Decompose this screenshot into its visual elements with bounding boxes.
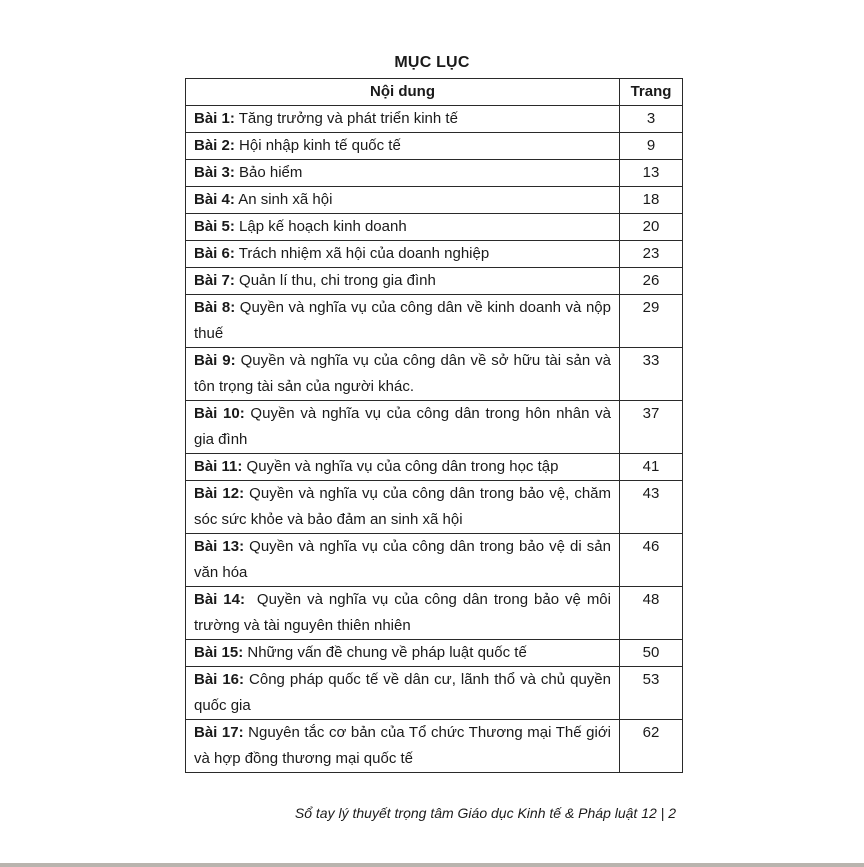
table-row: [186, 133, 683, 160]
lesson-title-cell: [186, 295, 620, 348]
lesson-title: Công pháp quốc tế về dân cư, lãnh thổ và chủ quyền quốc gia: [194, 671, 616, 714]
lesson-title: Lập kế hoạch kinh doanh: [234, 218, 407, 235]
page-number-cell: 50: [620, 640, 683, 667]
table-row: [186, 187, 683, 214]
lesson-title-cell: [186, 587, 620, 640]
page-number-cell: 29: [620, 295, 683, 348]
lesson-number: Bài 9:: [194, 352, 236, 369]
lesson-title: Nguyên tắc cơ bản của Tổ chức Thương mại Thế giới và hợp đồng thương mại quốc tế: [194, 724, 616, 767]
table-row: [186, 401, 683, 454]
lesson-title-cell: [186, 667, 620, 720]
table-row: [186, 295, 683, 348]
lesson-number: Bài 14:: [194, 591, 245, 608]
page-number-cell: 48: [620, 587, 683, 640]
page-number-cell: 53: [620, 667, 683, 720]
table-row: [186, 106, 683, 133]
page-number-cell: 62: [620, 720, 683, 773]
page-number-cell: 26: [620, 268, 683, 295]
lesson-title-cell: [186, 133, 620, 160]
lesson-title-cell: [186, 187, 620, 214]
table-row: [186, 640, 683, 667]
lesson-title-cell: [186, 214, 620, 241]
lesson-title: Những vấn đề chung về pháp luật quốc tế: [243, 644, 527, 661]
lesson-title: Quyền và nghĩa vụ của công dân về kinh doanh và nộp thuế: [194, 299, 616, 342]
page-number-cell: 18: [620, 187, 683, 214]
table-row: [186, 534, 683, 587]
lesson-title: Quyền và nghĩa vụ của công dân trong bảo vệ di sản văn hóa: [194, 538, 616, 581]
table-row: [186, 587, 683, 640]
page-number-cell: 41: [620, 454, 683, 481]
lesson-title-cell: [186, 268, 620, 295]
page-number-cell: 37: [620, 401, 683, 454]
lesson-number: Bài 6:: [194, 245, 235, 262]
page-number-cell: 13: [620, 160, 683, 187]
lesson-title: Quản lí thu, chi trong gia đình: [234, 272, 436, 289]
lesson-title-cell: [186, 160, 620, 187]
lesson-number: Bài 17:: [194, 724, 244, 741]
lesson-title-cell: [186, 401, 620, 454]
table-header-row: [186, 79, 683, 106]
lesson-number: Bài 10:: [194, 405, 245, 422]
table-row: [186, 160, 683, 187]
page-number-cell: 33: [620, 348, 683, 401]
lesson-number: Bài 16:: [194, 671, 245, 688]
lesson-title-cell: [186, 348, 620, 401]
lesson-title: Quyền và nghĩa vụ của công dân trong học tập: [242, 458, 559, 475]
page-number-cell: 20: [620, 214, 683, 241]
table-row: [186, 241, 683, 268]
lesson-title: Quyền và nghĩa vụ của công dân trong hôn nhân và gia đình: [194, 405, 616, 448]
lesson-title: Quyền và nghĩa vụ của công dân trong bảo vệ, chăm sóc sức khỏe và bảo đảm an sinh xã hội: [194, 485, 616, 528]
lesson-title-cell: [186, 481, 620, 534]
lesson-number: Bài 2:: [194, 137, 235, 154]
column-header-content: Nội dung: [186, 79, 620, 106]
table-row: [186, 348, 683, 401]
table-body: [186, 106, 683, 773]
lesson-number: Bài 11:: [194, 458, 243, 475]
table-row: [186, 667, 683, 720]
lesson-title-cell: [186, 720, 620, 773]
page-bottom-edge: [0, 863, 864, 867]
lesson-number: Bài 13:: [194, 538, 245, 555]
lesson-number: Bài 1:: [194, 110, 235, 127]
lesson-number: Bài 3:: [194, 164, 235, 181]
column-header-page: Trang: [620, 79, 683, 106]
lesson-number: Bài 7:: [194, 272, 235, 289]
page-number-cell: 9: [620, 133, 683, 160]
table-row: [186, 454, 683, 481]
lesson-number: Bài 15:: [194, 644, 244, 661]
table-row: [186, 268, 683, 295]
lesson-title: Quyền và nghĩa vụ của công dân trong bảo vệ môi trường và tài nguyên thiên nhiên: [194, 591, 616, 634]
lesson-number: Bài 12:: [194, 485, 245, 502]
page-title: MỤC LỤC: [394, 54, 470, 71]
lesson-title: Bảo hiểm: [234, 164, 303, 181]
lesson-number: Bài 4:: [194, 191, 235, 208]
table-row: [186, 481, 683, 534]
lesson-title: Tăng trưởng và phát triển kinh tế: [234, 110, 458, 127]
lesson-title-cell: [186, 534, 620, 587]
lesson-number: Bài 8:: [194, 299, 236, 316]
lesson-title: Quyền và nghĩa vụ của công dân về sở hữu tài sản và tôn trọng tài sản của người khác.: [194, 352, 616, 395]
lesson-title: An sinh xã hội: [234, 191, 333, 208]
table-row: [186, 214, 683, 241]
lesson-title-cell: [186, 106, 620, 133]
page-number-cell: 23: [620, 241, 683, 268]
page-number-cell: 43: [620, 481, 683, 534]
lesson-title: Trách nhiệm xã hội của doanh nghiệp: [234, 245, 490, 262]
lesson-title-cell: [186, 640, 620, 667]
page-number-cell: 3: [620, 106, 683, 133]
lesson-title-cell: [186, 454, 620, 481]
page-number-cell: 46: [620, 534, 683, 587]
lesson-title-cell: [186, 241, 620, 268]
table-row: [186, 720, 683, 773]
lesson-title: Hội nhập kinh tế quốc tế: [234, 137, 401, 154]
table-of-contents: [185, 78, 683, 773]
lesson-number: Bài 5:: [194, 218, 235, 235]
page-footer: Sổ tay lý thuyết trọng tâm Giáo dục Kinh tế & Pháp luật 12 | 2: [294, 805, 676, 821]
